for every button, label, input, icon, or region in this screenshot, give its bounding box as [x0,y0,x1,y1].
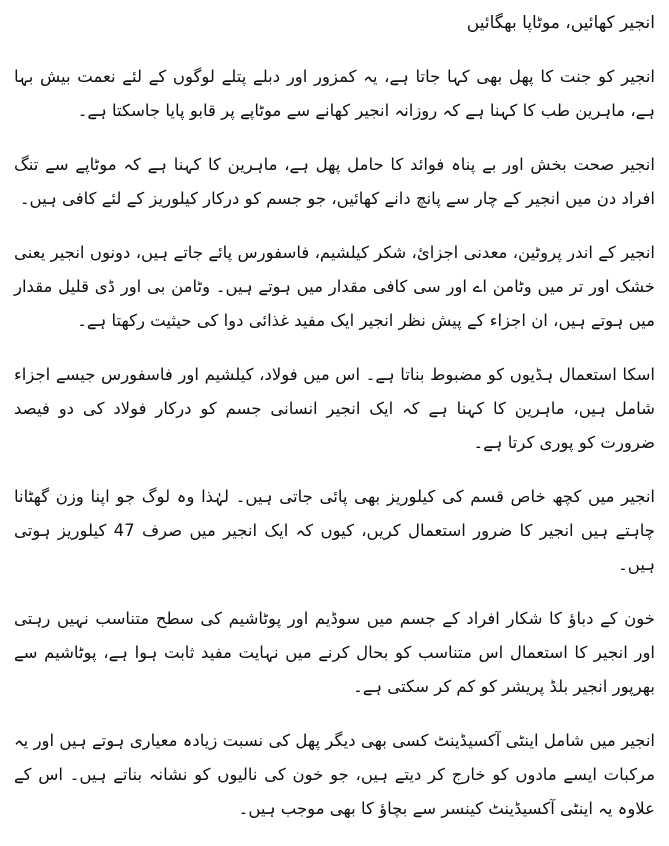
paragraph-5: انجیر میں کچھ خاص قسم کی کیلوریز بھی پائی جاتی ہیں۔ لہٰذا وہ لوگ جو اپنا وزن گھٹانا چاہتے ہیں انجیر کا ضرور استعمال کریں، کیوں کہ ایک انجیر میں صرف 47 کیلوریز ہوتی ہیں۔ [14,487,655,574]
paragraph-6: خون کے دباؤ کا شکار افراد کے جسم میں سوڈیم اور پوٹاشیم کی سطح متناسب نہیں رہتی اور انجیر کا استعمال اس متناسب کو بحال کرنے میں نہایت مفید ثابت ہوا ہے، پوٹاشیم سے بھرپور انجیر بلڈ پریشر کو کم کر سکتی ہے۔ [14,609,655,696]
paragraph-7: انجیر میں شامل اینٹی آکسیڈینٹ کسی بھی دیگر پھل کی نسبت زیادہ معیاری ہوتے ہیں اور یہ مرکبات ایسے مادوں کو خارج کر دیتے ہیں، جو خون کی نالیوں کو نشانہ بناتے ہیں۔ اس کے علاوہ یہ اینٹی آکسیڈینٹ کینسر سے بچاؤ کا بھی موجب ہیں۔ [14,731,655,818]
article-title: انجیر کھائیں، موٹاپا بھگائیں [466,13,655,33]
paragraph-4: اسکا استعمال ہڈیوں کو مضبوط بناتا ہے۔ اس میں فولاد، کیلشیم اور فاسفورس جیسے اجزاء شامل ہیں، ماہرین کا کہنا ہے کہ ایک انجیر انسانی جسم کو درکار فولاد کی دو فیصد ضرورت کو پوری کرتا ہے۔ [14,365,655,452]
paragraph-1: انجیر کو جنت کا پھل بھی کہا جاتا ہے، یہ کمزور اور دبلے پتلے لوگوں کے لئے نعمت بیش بہا ہے، ماہرین طب کا کہنا ہے کہ روزانہ انجیر کھانے سے موٹاپے پر قابو پایا جاسکتا ہے۔ [14,67,655,120]
article [14,8,655,846]
paragraph-2: انجیر صحت بخش اور بے پناہ فوائد کا حامل پھل ہے، ماہرین کا کہنا ہے کہ موٹاپے سے تنگ افراد دن میں انجیر کے چار سے پانچ دانے کھائیں، جو جسم کو درکار کیلوریز کے لئے کافی ہیں۔ [14,155,655,208]
paragraph-3: انجیر کے اندر پروٹین، معدنی اجزائ، شکر کیلشیم، فاسفورس پائے جاتے ہیں، دونوں انجیر یعنی خشک اور تر میں وٹامن اے اور سی کافی مقدار میں ہوتے ہیں۔ وٹامن بی اور ڈی قلیل مقدار میں ہوتے ہیں، ان اجزاء کے پیش نظر انجیر ایک مفید غذائی دوا کی حیثیت رکھتا ہے۔ [14,243,655,330]
